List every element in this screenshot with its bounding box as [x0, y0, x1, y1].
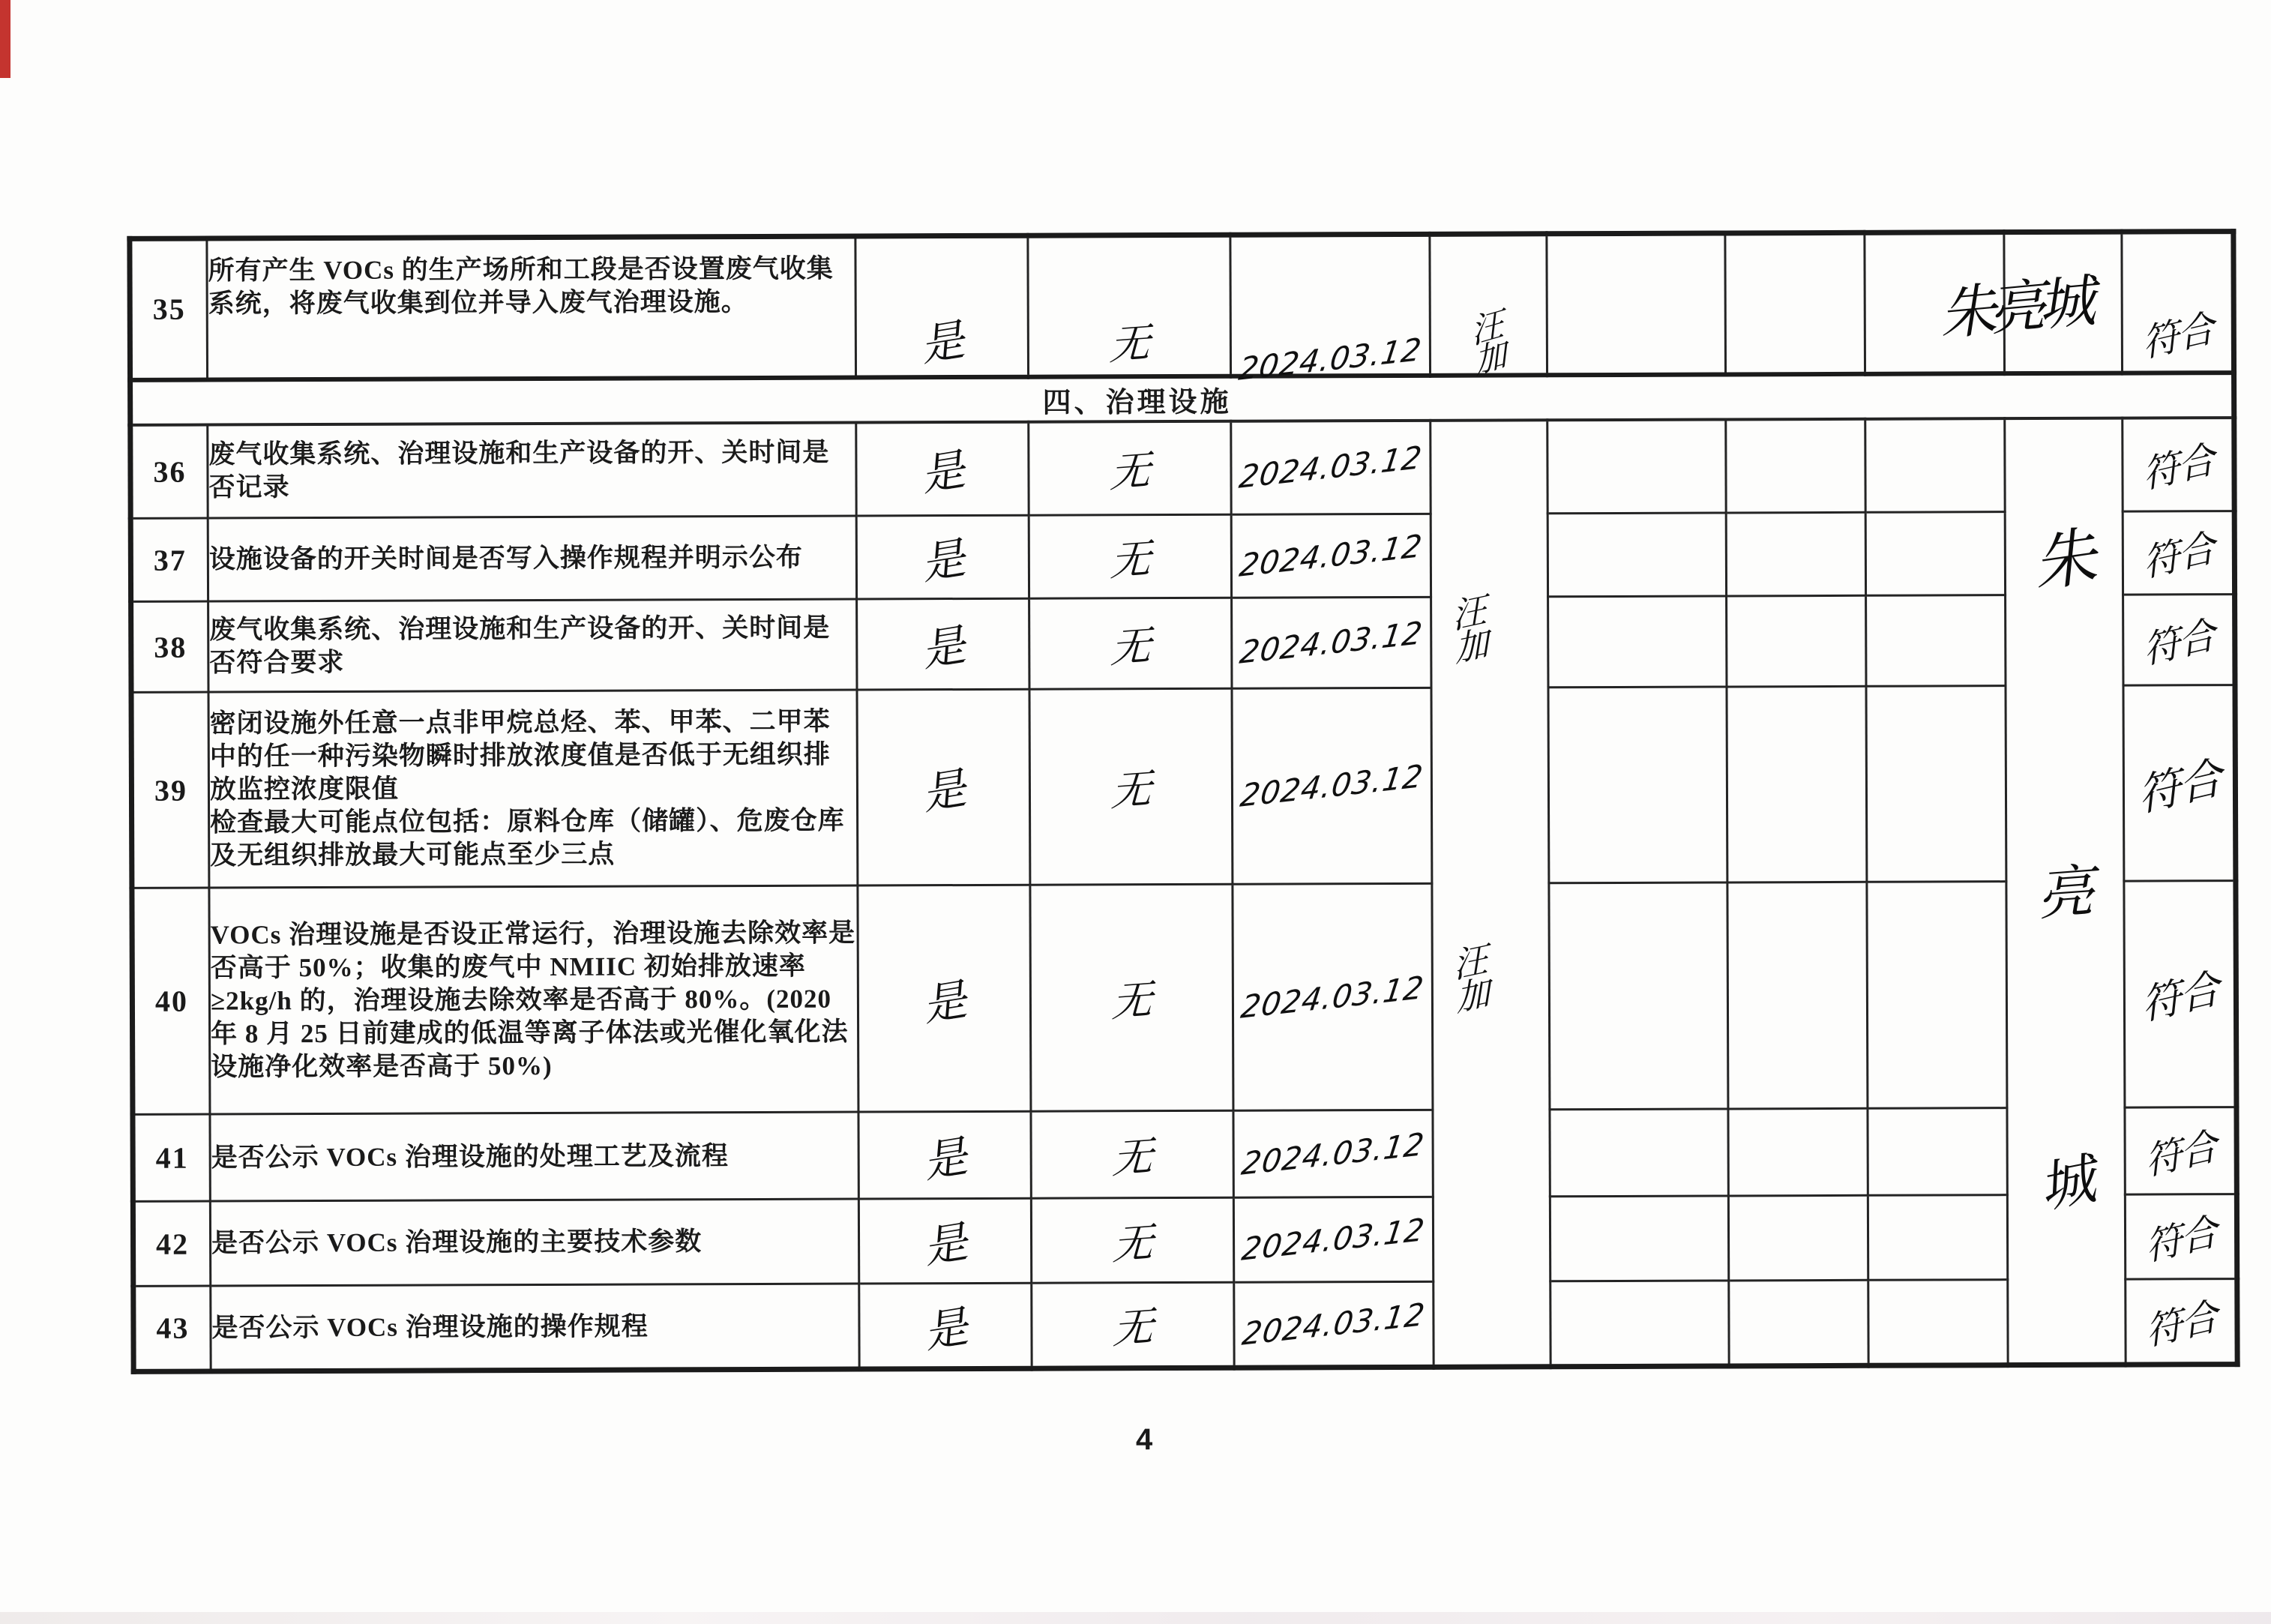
result-cell [2125, 1194, 2237, 1280]
empty-cell [1727, 686, 1867, 882]
handwritten-result: 符合 [2141, 613, 2217, 673]
empty-cell [1729, 1280, 1868, 1366]
yes-cell [859, 1283, 1032, 1369]
handwritten-yes: 是 [920, 1215, 972, 1274]
table-row-43 [133, 1279, 2237, 1372]
date-cell [1233, 1110, 1433, 1197]
date-cell [1232, 597, 1431, 688]
handwritten-result: 符合 [2142, 1123, 2219, 1184]
table-row-37 [130, 511, 2234, 602]
item-description: 设施设备的开关时间是否写入操作规程并明示公布 [208, 516, 856, 601]
date-cell [1231, 420, 1431, 514]
result-cell [2125, 1107, 2237, 1195]
handwritten-inspector-signature-char: 亮 [2034, 856, 2097, 928]
empty-cell [1727, 595, 1866, 687]
empty-cell [1725, 232, 1865, 374]
handwritten-yes: 是 [918, 619, 969, 677]
handwritten-yes: 是 [917, 444, 969, 502]
handwritten-none: 无 [1111, 1218, 1154, 1269]
date-cell [1230, 234, 1431, 388]
handwritten-date: 2024.03.12 [1239, 969, 1427, 1026]
empty-cell [1866, 595, 2006, 687]
table-row-40 [132, 881, 2237, 1115]
empty-cell [1550, 1109, 1728, 1197]
empty-cell [1548, 596, 1727, 688]
table-row-38 [131, 595, 2235, 693]
empty-cell [1547, 513, 1726, 597]
none-cell [1031, 1110, 1233, 1198]
empty-cell [1868, 1280, 2008, 1366]
table-row-36 [130, 418, 2234, 519]
empty-cell [1728, 1195, 1868, 1281]
handwritten-none: 无 [1109, 621, 1152, 672]
empty-cell [1865, 512, 2005, 596]
handwritten-result: 符合 [2143, 1293, 2219, 1354]
item-description: 废气收集系统、治理设施和生产设备的开、关时间是否符合要求 [208, 599, 857, 692]
handwritten-none: 无 [1109, 534, 1152, 585]
handwritten-yes: 是 [918, 532, 969, 590]
table-row-41 [133, 1107, 2237, 1202]
handwritten-yes: 是 [919, 973, 971, 1031]
empty-cell [1865, 418, 2005, 513]
empty-cell [1547, 233, 1726, 375]
handwritten-date: 2024.03.12 [1239, 1296, 1428, 1353]
handwritten-yes: 是 [917, 313, 969, 371]
empty-cell [1726, 512, 1865, 596]
handwritten-none: 无 [1111, 1302, 1154, 1353]
result-cell [2123, 685, 2236, 882]
yes-cell [855, 235, 1029, 377]
none-cell [1029, 421, 1231, 515]
handwritten-result: 符合 [2140, 526, 2216, 586]
table-row-42 [133, 1194, 2237, 1287]
row-number: 38 [131, 601, 208, 692]
section-title: 四、治理设施 [1042, 386, 1232, 419]
handwritten-none: 无 [1111, 1132, 1153, 1183]
handwritten-none: 无 [1110, 975, 1153, 1026]
section-header-row [130, 373, 2234, 425]
row-number: 36 [130, 424, 208, 518]
handwritten-yes: 是 [918, 762, 970, 820]
handwritten-none: 无 [1108, 318, 1151, 369]
item-description: 是否公示 VOCs 治理设施的处理工艺及流程 [210, 1112, 858, 1201]
row-number: 41 [133, 1114, 210, 1201]
handwritten-yes: 是 [919, 1130, 972, 1188]
item-description: VOCs 治理设施是否设正常运行，治理设施去除效率是否高于 50%；收集的废气中 NMIIC 初始排放速率≥2kg/h 的，治理设施去除效率是否高于 80%。(2020 年 8 月 25 日前建成的低温等离子体法或光催化氧化法设施净化效率是否高于 50%) [209, 885, 858, 1114]
handwritten-date: 2024.03.12 [1238, 757, 1426, 815]
empty-cell [1549, 882, 1728, 1110]
row-number: 42 [133, 1201, 210, 1286]
date-cell [1233, 1197, 1433, 1282]
empty-cell [1550, 1196, 1728, 1281]
handwritten-result: 符合 [2135, 751, 2224, 822]
inspector-signature-merged-cell [2005, 418, 2126, 1365]
result-cell [2123, 418, 2234, 512]
none-cell [1029, 598, 1232, 689]
empty-cell [1867, 882, 2007, 1109]
result-cell [2123, 511, 2234, 595]
handwritten-inspector-signature-char: 朱 [2028, 518, 2102, 601]
handwritten-date: 2024.03.12 [1237, 527, 1425, 585]
date-cell [1231, 514, 1431, 598]
empty-cell [1726, 418, 1865, 513]
handwritten-none: 无 [1108, 445, 1151, 497]
section-header-cell [130, 373, 2234, 425]
yes-cell [858, 1111, 1031, 1199]
page-number: 4 [1135, 1423, 1153, 1457]
handwritten-yes: 是 [920, 1300, 972, 1358]
handwritten-date: 2024.03.12 [1239, 1211, 1428, 1269]
handwritten-reviewer-signature: 汪 加 [1469, 304, 1509, 382]
result-cell [2123, 595, 2235, 686]
handwritten-result: 符合 [2138, 964, 2222, 1030]
empty-cell [1548, 687, 1727, 883]
yes-cell [858, 885, 1031, 1112]
none-cell [1031, 1197, 1233, 1283]
result-cell [2126, 1279, 2237, 1365]
empty-cell [1868, 1108, 2007, 1196]
date-cell [1233, 883, 1433, 1110]
none-cell [1030, 884, 1233, 1111]
item-description: 所有产生 VOCs 的生产场所和工段是否设置废气收集系统，将废气收集到位并导入废气治理设施。 [207, 236, 856, 379]
none-cell [1032, 1282, 1234, 1368]
date-cell [1232, 688, 1432, 884]
row-number: 35 [130, 238, 208, 379]
handwritten-none: 无 [1110, 764, 1152, 815]
item-description: 密闭设施外任意一点非甲烷总烃、苯、甲苯、二甲苯中的任一种污染物瞬时排放浓度值是否低于无组织排放监控浓度限值 检查最大可能点位包括：原料仓库（储罐）、危废仓库及无组织排放最大可能点至少三点 [208, 690, 858, 888]
scan-bottom-edge [0, 1612, 2271, 1624]
empty-cell [1550, 1281, 1729, 1367]
row-number: 43 [133, 1286, 211, 1371]
row-number: 37 [130, 518, 208, 601]
yes-cell [858, 1198, 1031, 1284]
handwritten-date: 2024.03.12 [1237, 614, 1425, 672]
result-cell [2124, 881, 2237, 1108]
yes-cell [857, 598, 1029, 690]
handwritten-inspector-signature: 朱亮城 [1936, 268, 2091, 348]
empty-cell [1866, 686, 2006, 882]
item-description: 是否公示 VOCs 治理设施的操作规程 [211, 1284, 859, 1371]
row-number: 39 [131, 692, 209, 888]
inspection-table [127, 229, 2240, 1374]
item-description: 是否公示 VOCs 治理设施的主要技术参数 [210, 1199, 858, 1286]
handwritten-result: 符合 [2140, 437, 2216, 498]
handwritten-reviewer-stamp: 汪 加 [1452, 937, 1491, 1020]
row-number: 40 [132, 888, 210, 1114]
handwritten-date: 2024.03.12 [1236, 331, 1425, 388]
empty-cell [1547, 419, 1726, 514]
yes-cell [856, 421, 1029, 516]
none-cell [1029, 688, 1233, 885]
reviewer-sign-cell [1430, 234, 1547, 382]
handwritten-result: 符合 [2143, 1209, 2219, 1270]
handwritten-reviewer-stamp: 汪 加 [1450, 588, 1490, 670]
empty-cell [1727, 882, 1868, 1109]
handwritten-date: 2024.03.12 [1236, 439, 1425, 496]
table-row-35 [130, 232, 2234, 380]
table-row-39 [131, 685, 2236, 888]
yes-cell [857, 689, 1030, 885]
empty-cell [1868, 1195, 2007, 1281]
item-description: 废气收集系统、治理设施和生产设备的开、关时间是否记录 [208, 422, 856, 518]
reviewer-signature-merged-cell [1431, 420, 1550, 1368]
yes-cell [856, 515, 1029, 599]
handwritten-date: 2024.03.12 [1239, 1125, 1428, 1182]
none-cell [1029, 514, 1231, 598]
empty-cell [1728, 1108, 1868, 1196]
date-cell [1234, 1281, 1434, 1368]
none-cell [1028, 235, 1231, 376]
handwritten-result: 符合 [2139, 305, 2216, 366]
handwritten-inspector-signature-char: 城 [2033, 1146, 2101, 1221]
